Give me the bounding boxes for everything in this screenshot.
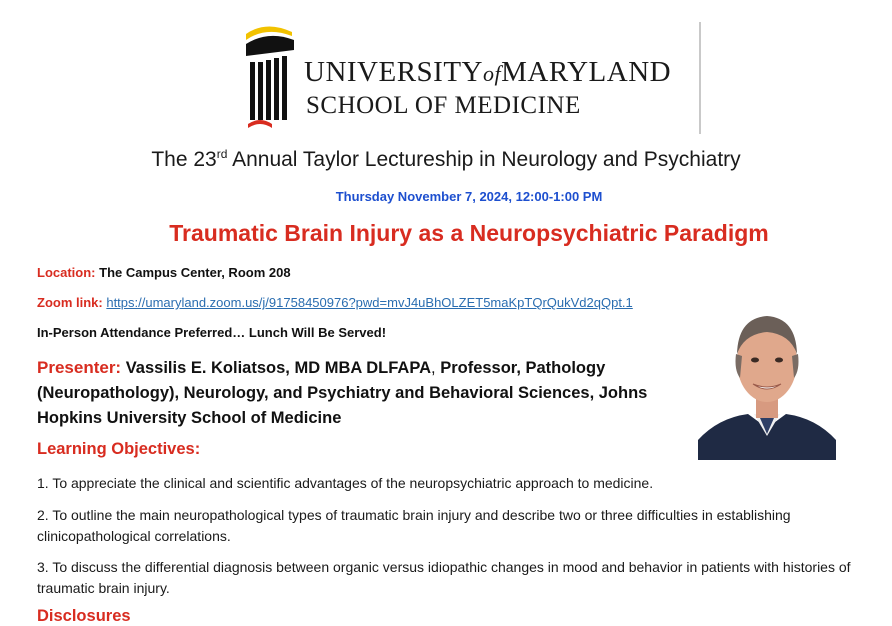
columns-logo-icon [244,20,304,135]
objective-item-1: 1. To appreciate the clinical and scientific advantages of the neuropsychiatric approach to medicine. [37,475,654,491]
presenter-label: Presenter: [37,358,122,377]
zoom-row [37,295,633,310]
presenter-name: Vassilis E. Koliatsos, MD MBA DLFAPA [125,359,432,377]
logo-word-of: of [483,61,502,86]
logo-word-university: UNIVERSITY [304,56,483,88]
talk-title: Traumatic Brain Injury as a Neuropsychiatric Paradigm [169,220,769,246]
presenter-separator: , [431,359,441,377]
attendance-note: In-Person Attendance Preferred… Lunch Will Be Served! [37,325,387,340]
title-suffix: Annual Taylor Lectureship in Neurology and Psychiatry [227,148,741,171]
location-label: Location: [37,265,96,280]
event-date: Thursday November 7, 2024, 12:00-1:00 PM [335,189,603,204]
logo-word-maryland: MARYLAND [501,56,672,88]
location-row [37,265,291,280]
logo-university-text [304,58,671,87]
zoom-link[interactable]: https://umaryland.zoom.us/j/91758450976?pwd=mvJ4uBhOLZET5maKpTQrQukVd2qQpt.1 [106,295,633,310]
presenter-affiliation: Professor, Pathology (Neuropathology), Neurology, and Psychiatry and Behavioral Sciences, Johns Hopkins University School of Medicine [37,359,648,427]
presenter-block [37,355,697,431]
zoom-label: Zoom link: [37,295,103,310]
location-value: The Campus Center, Room 208 [99,265,291,280]
title-ordinal: rd [216,147,228,161]
title-prefix: The 23 [151,148,217,171]
presenter-portrait-icon [698,300,836,460]
objectives-heading: Learning Objectives: [37,440,201,458]
logo-school-text: SCHOOL OF MEDICINE [306,92,581,119]
objective-item-2: 2. To outline the main neuropathological types of traumatic brain injury and describe two or three difficulties in establishing clinicopathological correlations. [37,507,791,544]
presenter-photo [698,300,836,460]
logo-divider [699,22,701,134]
lectureship-title [0,147,892,172]
disclosures-heading: Disclosures [37,607,131,625]
objective-item-3: 3. To discuss the differential diagnosis between organic versus idiopathic changes in mood and behavior in patients with histories of traumatic brain injury. [37,559,851,596]
